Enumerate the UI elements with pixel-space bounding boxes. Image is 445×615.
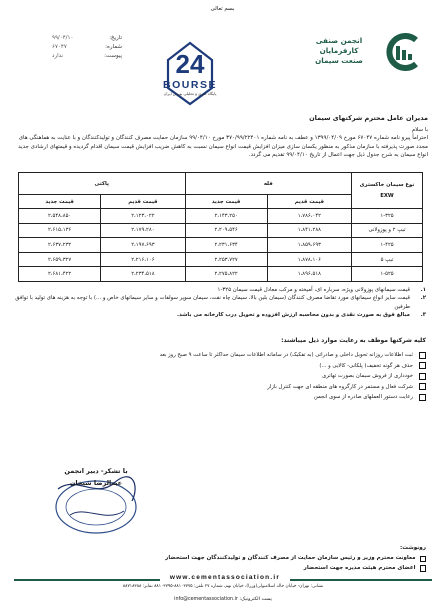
footer-website: www.cementassociation.ir — [160, 574, 290, 581]
footer-address: نشانی: تهران- خیابان خالد اسلامبولی(وزرا)، خیابان نهم، شماره ۲۷ تلفن: ۸۸۱۰۳۷۷۵-۸۸۱۰۳۷۹۵ نمابر: ۸۸۷۱۸۳۸۸ — [122, 584, 324, 589]
meta-date: تاریخ: ۹۹/۰۴/۱۰ — [52, 35, 122, 41]
association-name: انجمن صنفی کارفرمایان صنعت سیمان — [315, 36, 363, 65]
bourse-wordmark: BOURSE — [163, 79, 217, 91]
bourse-tagline: پایگاه خبری و تحلیلی بورس ایران — [163, 91, 217, 96]
checkbox-icon — [420, 565, 427, 572]
list-item: اعضای محترم هیئت مدیره جهت استحضار — [14, 564, 426, 574]
table-row: تیپ ۵ ۱،۸۷۸،۱۰۶ ۲،۲۵۳،۷۲۷ ۲،۲۱۶،۱۰۶ ۲،۶۵۹،۳۲۷ — [19, 252, 423, 267]
list-item: رعایت دستور العملهای صادره از سوی انجمن — [60, 392, 426, 403]
price-table — [18, 172, 423, 282]
greeting: با سلام — [411, 127, 428, 133]
note-item: ۳. مبالغ فوق به صورت نقدی و بدون محاسبه ارزش افزوده و تحویل درب کارخانه می باشد. — [176, 312, 426, 319]
list-item: ثبت اطلاعات روزانه تحویل داخلی و صادراتی (به تفکیک) در سامانه اطلاعات سیمان حداکثر تا ساعت ۹ صبح روز بعد — [60, 350, 426, 361]
list-item: شرکت فعال و مستمر در کارگروه های منطقه ای جهت کنترل بازار — [60, 382, 426, 393]
cc-list — [14, 554, 426, 573]
note-item: ۱. قیمت سیمانهای پوزولانی ویژه، سرباره ای، آمیخته و مرکب معادل قیمت سیمان ۳۲۵-۱ — [217, 287, 426, 293]
checkbox-icon — [419, 352, 426, 359]
signature-name: با تشکر- دبیر انجمن عبدالرضا شیخان — [64, 467, 128, 487]
table-row: ۱-۴۲۵ ۱،۸۵۹،۶۹۳ ۲،۲۳۱،۶۳۴ ۲،۱۹۷،۶۹۳ ۲،۶۳۷،۲۳۲ — [19, 238, 423, 253]
group-bulk-header: فله — [185, 173, 351, 195]
group-bag-header: پاکتی — [19, 173, 186, 195]
cc-title: رونوشت: — [400, 545, 426, 551]
list-item: خودداری از فروش سیمان بصورت تهاتری — [60, 371, 426, 382]
obligations-list — [60, 350, 426, 403]
checkbox-icon — [419, 383, 426, 390]
footer-email: info@cementassociation.ir :پست الکترونیک — [174, 597, 272, 602]
meta-number: شماره: ۶۷۰۴۷ — [52, 44, 122, 50]
bulk-old-header: قیمت قدیم — [267, 195, 351, 209]
checkbox-icon — [419, 373, 426, 380]
svg-text:24: 24 — [175, 49, 205, 79]
col-type-header: نوع سیمان خاکستری EXW — [352, 173, 423, 209]
bag-new-header: قیمت جدید — [19, 195, 101, 209]
obligations-title: کلیه شرکتها موظف به رعایت موارد ذیل میباشند: — [281, 337, 426, 344]
list-item: معاونت محترم وزیر و رئیس سازمان حمایت از مصرف کنندگان و تولیدکنندگان جهت استحضار — [14, 554, 426, 564]
recipient-title: مدیران عامل محترم شرکتهای سیمان — [309, 114, 428, 122]
checkbox-icon — [419, 394, 426, 401]
table-row: تیپ ۲ و پوزولانی ۱،۸۴۱،۲۸۸ ۲،۲۰۹،۵۴۶ ۲،۱۷۹،۲۸۰ ۲،۶۱۵،۱۳۶ — [19, 223, 423, 238]
association-logo-icon — [380, 32, 430, 72]
table-row: ۱-۳۲۵ ۱،۷۸۶،۰۴۲ ۲،۱۴۳،۲۵۰ ۲،۱۲۳،۰۲۲ ۲،۵۴۸،۸۵۰ — [19, 209, 423, 224]
table-row: ۱-۵۲۵ ۱،۸۹۶،۵۱۸ ۲،۲۷۵،۸۲۲ ۲،۲۳۴،۵۱۸ ۲،۶۸۱،۴۲۲ — [19, 267, 423, 282]
meta-attachment: پیوست: ندارد — [52, 53, 122, 59]
list-item: حذف هر گونه تخفیف( پلکانی- کالایی و ...) — [60, 361, 426, 372]
price-notes — [14, 286, 426, 320]
bismillah-text: بسم تعالی — [210, 6, 235, 12]
checkbox-icon — [419, 362, 426, 369]
letter-paragraph: احتراماً پیرو نامه شماره ۶۷۰۴۷ مورخ ۱۳۹۹/۰۴/۰۹ و عطف به نامه شماره ۳۷۰/۹۹/۲۲۴۰۱ مورخ ۹۹/۰۴/۱۰ سازمان حمایت مصرف کنندگان و تولیدکنندگان و با عنایت به هماهنگی های مجدد صورت پذیرفته با سازمان مذکور به منظور یکسان سازی میزان افزایش قیمت انواع سیمان نسبت به کاهش ضریب افزایش قیمت سیمان اقدام گردیده و قیمتهای ارشادی جدید انواع سیمان به شرح جدول ذیل جهت اعمال از تاریخ ۹۹/۰۴/۱۰ تقدیم می گردد. — [18, 135, 428, 159]
bourse-logo-icon — [140, 40, 240, 110]
bag-old-header: قیمت قدیم — [101, 195, 185, 209]
bulk-new-header: قیمت جدید — [185, 195, 267, 209]
checkbox-icon — [420, 556, 427, 563]
note-item: ۲. قیمت سایر انواع سیمانهای مورد تقاضا مصرف کنندگان (سیمان بلین بالا، سیمان چاه نفت، سیمان سوپر سولفات و سایر سیمانهای خاص و ...) با توجه به هزینه های تولید با توافق طرفین — [15, 295, 426, 310]
letter-meta — [52, 34, 122, 61]
